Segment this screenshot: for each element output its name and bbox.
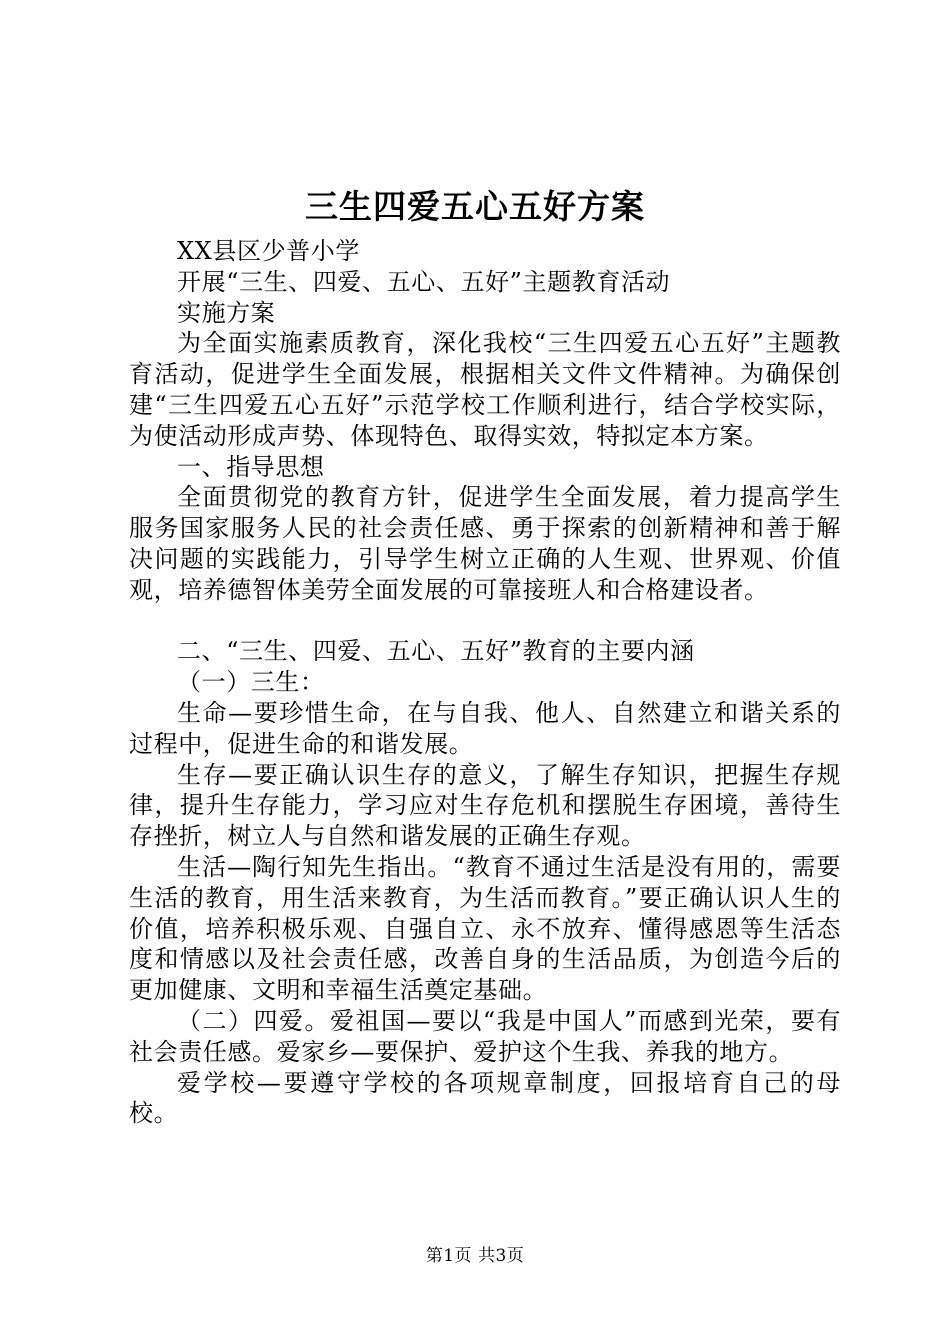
four-loves-paragraph: （二）四爱。爱祖国—要以“我是中国人”而感到光荣，要有社会责任感。爱家乡—要保护、爱护这个生我、养我的地方。 <box>129 1006 841 1066</box>
section-heading-main-content: 二、“三生、四爱、五心、五好”教育的主要内涵 <box>177 637 695 666</box>
living-paragraph: 生活—陶行知先生指出。“教育不通过生活是没有用的，需要生活的教育，用生活来教育，为生活而教育。”要正确认识人生的价值，培养积极乐观、自强自立、永不放弃、懂得感恩等生活态度和情感以及社会责任感，改善自身的生活品质，为创造今后的更加健康、文明和幸福生活奠定基础。 <box>129 852 841 1005</box>
activity-title-line: 开展“三生、四爱、五心、五好”主题教育活动 <box>177 267 671 296</box>
guiding-ideology-paragraph: 全面贯彻党的教育方针，促进学生全面发展，着力提高学生服务国家服务人民的社会责任感、勇于探索的创新精神和善于解决问题的实践能力，引导学生树立正确的人生观、世界观、价值观，培养德智体美劳全面发展的可靠接班人和合格建设者。 <box>129 483 841 604</box>
page-footer: 第1页 共3页 <box>425 1246 525 1266</box>
survival-paragraph: 生存—要正确认识生存的意义，了解生存知识，把握生存规律，提升生存能力，学习应对生存危机和摆脱生存困境，善待生存挫折，树立人与自然和谐发展的正确生存观。 <box>129 760 841 851</box>
plan-label-line: 实施方案 <box>177 298 276 327</box>
love-school-paragraph: 爱学校—要遵守学校的各项规章制度，回报培育自己的母校。 <box>129 1068 841 1128</box>
section-heading-guiding-ideology: 一、指导思想 <box>177 452 325 481</box>
life-paragraph: 生命—要珍惜生命，在与自我、他人、自然建立和谐关系的过程中，促进生命的和谐发展。 <box>129 698 841 758</box>
document-title: 三生四爱五心五好方案 <box>305 187 645 226</box>
subsection-heading-three-life: （一）三生： <box>177 668 325 697</box>
intro-paragraph: 为全面实施素质教育，深化我校“三生四爱五心五好”主题教育活动，促进学生全面发展，根据相关文件文件精神。为确保创建“三生四爱五心五好”示范学校工作顺利进行，结合学校实际，为使活动形成声势、体现特色、取得实效，特拟定本方案。 <box>129 329 841 450</box>
school-name-line: XX县区少普小学 <box>177 237 360 265</box>
blank-line <box>129 606 841 637</box>
document-body <box>129 236 841 1129</box>
